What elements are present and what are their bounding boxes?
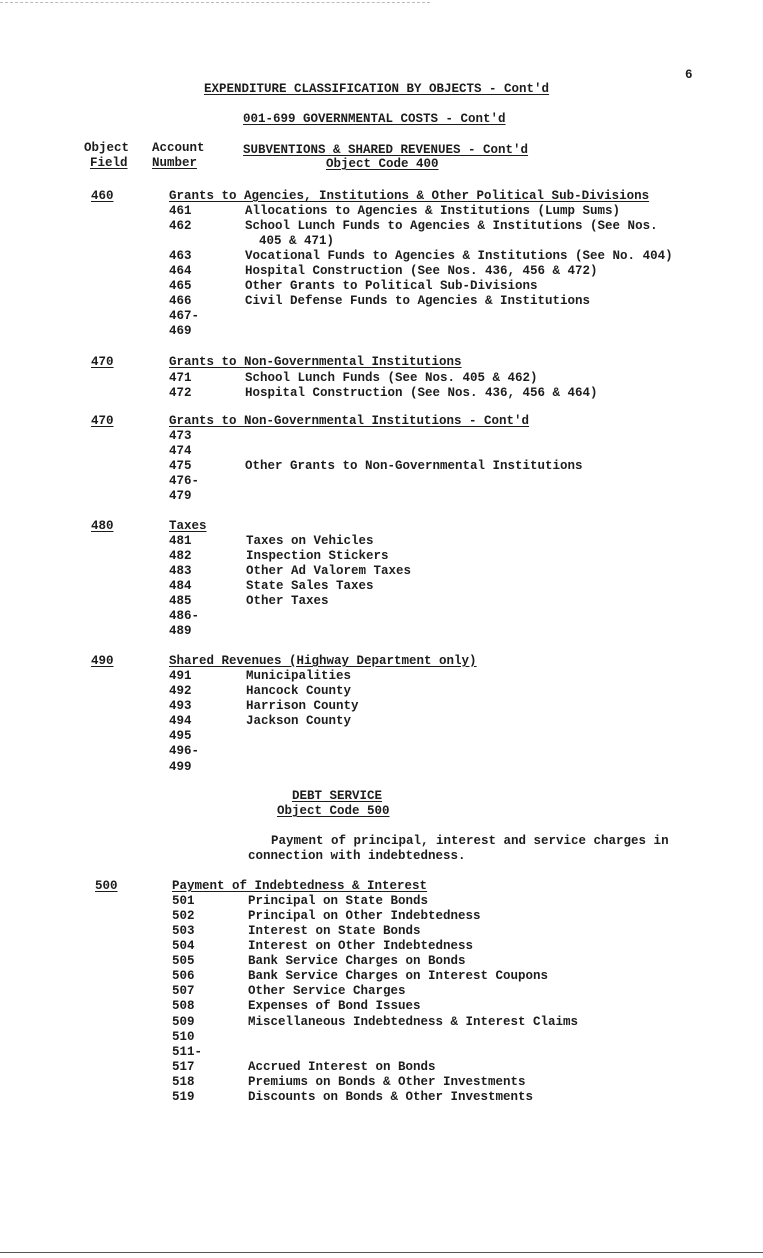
- account-number: 518: [172, 1075, 195, 1089]
- account-number: 506: [172, 969, 195, 983]
- object-field: 490: [91, 654, 114, 668]
- account-description: Principal on State Bonds: [248, 894, 429, 908]
- account-number: 505: [172, 954, 195, 968]
- account-number: 464: [169, 264, 192, 278]
- account-description: 405 & 471): [259, 234, 335, 248]
- object-field: 470: [91, 355, 114, 369]
- account-number: 473: [169, 429, 192, 443]
- col-object-label: Object: [84, 141, 130, 155]
- account-number: 519: [172, 1090, 195, 1104]
- account-number: 492: [169, 684, 192, 698]
- account-description: Civil Defense Funds to Agencies & Institutions: [245, 294, 591, 308]
- account-description: Vocational Funds to Agencies & Institutions (See No. 404): [245, 249, 673, 263]
- account-number: 491: [169, 669, 192, 683]
- account-number: 469: [169, 324, 192, 338]
- account-number: 462: [169, 219, 192, 233]
- account-description: State Sales Taxes: [246, 579, 374, 593]
- account-description: Municipalities: [246, 669, 352, 683]
- account-number: 461: [169, 204, 192, 218]
- account-description: School Lunch Funds to Agencies & Institutions (See Nos.: [245, 219, 658, 233]
- group-heading: Payment of Indebtedness & Interest: [172, 879, 428, 893]
- account-number: 501: [172, 894, 195, 908]
- account-description: Hancock County: [246, 684, 352, 698]
- section-code: Object Code 400: [326, 157, 439, 171]
- account-number: 471: [169, 371, 192, 385]
- section-title: SUBVENTIONS & SHARED REVENUES - Cont'd: [243, 143, 529, 157]
- account-number: 465: [169, 279, 192, 293]
- account-description: Principal on Other Indebtedness: [248, 909, 481, 923]
- account-description: Interest on Other Indebtedness: [248, 939, 474, 953]
- account-number: 495: [169, 729, 192, 743]
- col-account-label: Account: [152, 141, 205, 155]
- account-number: 502: [172, 909, 195, 923]
- col-number-label: Number: [152, 156, 198, 170]
- account-number: 517: [172, 1060, 195, 1074]
- account-number: 493: [169, 699, 192, 713]
- debt-description-line2: connection with indebtedness.: [248, 849, 466, 863]
- account-number: 474: [169, 444, 192, 458]
- account-number: 484: [169, 579, 192, 593]
- account-description: Other Service Charges: [248, 984, 406, 998]
- account-number: 483: [169, 564, 192, 578]
- debt-service-code: Object Code 500: [277, 804, 390, 818]
- group-heading: Grants to Non-Governmental Institutions - Cont'd: [169, 414, 530, 428]
- bottom-edge-rule: [0, 1252, 763, 1253]
- account-description: Taxes on Vehicles: [246, 534, 374, 548]
- account-number: 496-: [169, 744, 200, 758]
- debt-service-title: DEBT SERVICE: [292, 789, 383, 803]
- account-number: 503: [172, 924, 195, 938]
- account-number: 479: [169, 489, 192, 503]
- account-description: Bank Service Charges on Interest Coupons: [248, 969, 549, 983]
- object-field: 500: [95, 879, 118, 893]
- account-number: 499: [169, 760, 192, 774]
- group-heading: Grants to Non-Governmental Institutions: [169, 355, 462, 369]
- account-description: School Lunch Funds (See Nos. 405 & 462): [245, 371, 538, 385]
- account-description: Hospital Construction (See Nos. 436, 456 & 464): [245, 386, 598, 400]
- account-number: 463: [169, 249, 192, 263]
- account-description: Other Grants to Non-Governmental Institutions: [245, 459, 583, 473]
- account-description: Premiums on Bonds & Other Investments: [248, 1075, 526, 1089]
- account-description: Interest on State Bonds: [248, 924, 421, 938]
- page-number: 6: [685, 68, 693, 82]
- account-number: 504: [172, 939, 195, 953]
- account-description: Other Ad Valorem Taxes: [246, 564, 412, 578]
- account-description: Jackson County: [246, 714, 352, 728]
- account-description: Miscellaneous Indebtedness & Interest Claims: [248, 1015, 579, 1029]
- col-field-label: Field: [90, 156, 128, 170]
- account-number: 482: [169, 549, 192, 563]
- account-description: Expenses of Bond Issues: [248, 999, 421, 1013]
- account-number: 494: [169, 714, 192, 728]
- account-number: 510: [172, 1030, 195, 1044]
- group-heading: Grants to Agencies, Institutions & Other Political Sub-Divisions: [169, 189, 650, 203]
- account-number: 475: [169, 459, 192, 473]
- top-edge-rule: [0, 2, 430, 3]
- object-field: 480: [91, 519, 114, 533]
- account-number: 489: [169, 624, 192, 638]
- account-description: Hospital Construction (See Nos. 436, 456 & 472): [245, 264, 598, 278]
- account-description: Allocations to Agencies & Institutions (Lump Sums): [245, 204, 621, 218]
- account-number: 466: [169, 294, 192, 308]
- account-description: Other Taxes: [246, 594, 329, 608]
- account-description: Discounts on Bonds & Other Investments: [248, 1090, 534, 1104]
- account-number: 485: [169, 594, 192, 608]
- account-number: 472: [169, 386, 192, 400]
- account-number: 509: [172, 1015, 195, 1029]
- account-number: 508: [172, 999, 195, 1013]
- object-field: 460: [91, 189, 114, 203]
- account-number: 476-: [169, 474, 200, 488]
- account-number: 467-: [169, 309, 200, 323]
- account-number: 511-: [172, 1045, 203, 1059]
- page-title: EXPENDITURE CLASSIFICATION BY OBJECTS - Cont'd: [204, 82, 550, 96]
- account-description: Accrued Interest on Bonds: [248, 1060, 436, 1074]
- account-number: 486-: [169, 609, 200, 623]
- account-description: Inspection Stickers: [246, 549, 389, 563]
- debt-description-line1: Payment of principal, interest and service charges in: [271, 834, 669, 848]
- account-description: Other Grants to Political Sub-Divisions: [245, 279, 538, 293]
- object-field: 470: [91, 414, 114, 428]
- group-heading: Shared Revenues (Highway Department only): [169, 654, 477, 668]
- account-number: 481: [169, 534, 192, 548]
- group-heading: Taxes: [169, 519, 207, 533]
- account-description: Harrison County: [246, 699, 359, 713]
- page-subtitle: 001-699 GOVERNMENTAL COSTS - Cont'd: [243, 112, 506, 126]
- account-number: 507: [172, 984, 195, 998]
- account-description: Bank Service Charges on Bonds: [248, 954, 466, 968]
